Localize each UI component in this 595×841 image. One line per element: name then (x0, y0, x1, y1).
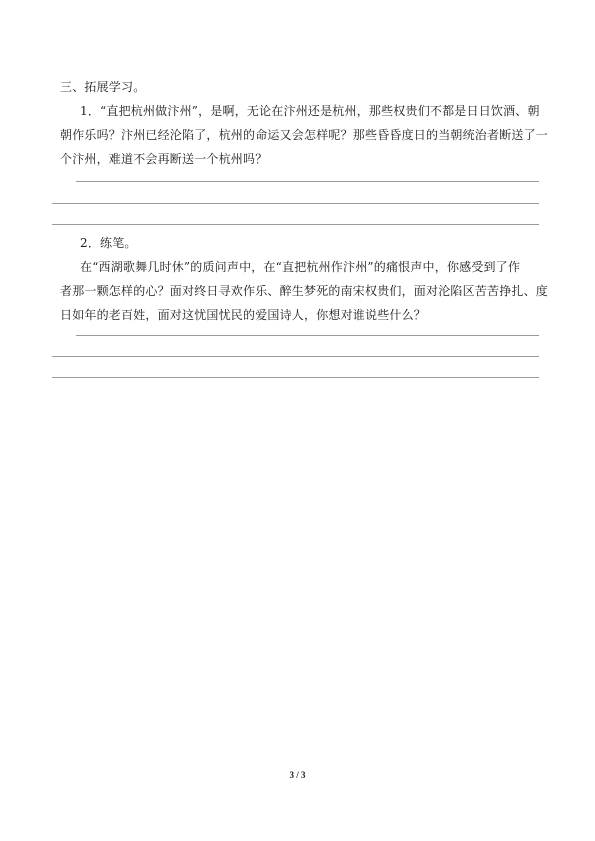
section-heading: 三、拓展学习。 (60, 80, 146, 94)
answer-line (52, 356, 539, 357)
answer-line (52, 377, 539, 378)
answer-line (76, 181, 539, 182)
answer-line (52, 203, 539, 204)
question-1-line-3: 个汴州，难道不会再断送一个杭州吗？ (60, 152, 268, 166)
question-2-line-3: 日如年的老百姓，面对这忧国忧民的爱国诗人，你想对谁说些什么？ (60, 308, 427, 322)
question-2-title: 2．练笔。 (80, 236, 137, 250)
question-2-line-2: 者那一颗怎样的心？面对终日寻欢作乐、醉生梦死的南宋权贵们，面对沦陷区苦苦挣扎、度 (60, 284, 549, 298)
page-number: 3 / 3 (289, 770, 306, 780)
question-1-line-1: 1．“直把杭州做汴州”，是啊，无论在汴州还是杭州，那些权贵们不都是日日饮酒、朝 (80, 104, 540, 118)
question-1-line-2: 朝作乐吗？汴州已经沦陷了，杭州的命运又会怎样呢？那些昏昏度日的当朝统治者断送了一 (60, 128, 549, 142)
answer-line (76, 335, 539, 336)
answer-line (52, 224, 539, 225)
question-2-line-1: 在“西湖歌舞几时休”的质问声中，在“直把杭州作汴州”的痛恨声中，你感受到了作 (80, 260, 521, 274)
